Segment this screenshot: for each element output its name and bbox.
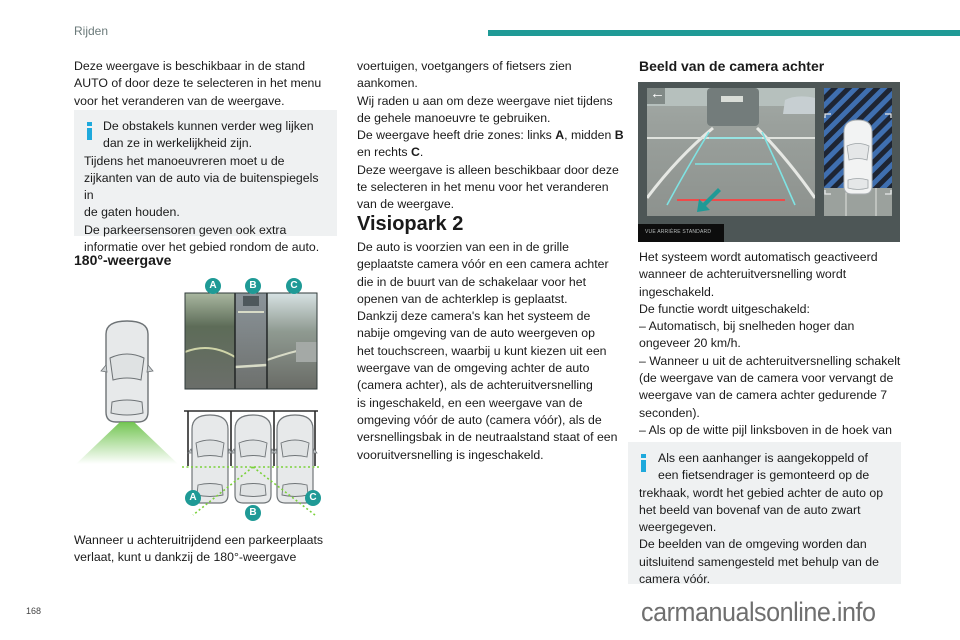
text-line: – Wanneer u uit de achteruitversnelling schakelt xyxy=(639,353,901,368)
text-line: weergave van de camera achter gedurende 7 xyxy=(639,388,888,403)
page-number: 168 xyxy=(26,606,42,616)
text-line: AUTO of door deze te selecteren in het menu xyxy=(74,76,322,91)
text-line: Dankzij deze camera's kan het systeem de xyxy=(357,309,591,324)
heading-180-view: 180°-weergave xyxy=(74,252,172,268)
text-line: openen van de achterklep is geplaatst. xyxy=(357,291,568,306)
info-icon xyxy=(641,454,646,472)
text-line: te selecteren in het menu voor het veranderen xyxy=(357,180,609,195)
rear-camera-paragraph xyxy=(639,249,907,457)
text-line: weergave van de omgeving achter de auto xyxy=(357,361,590,376)
zone-badge-a-bottom: A xyxy=(185,490,201,506)
text-line: dan ze in werkelijkheid zijn. xyxy=(103,136,253,151)
text-line: is ingeschakeld, en een weergave van de xyxy=(357,395,583,410)
text-line: en rechts C. xyxy=(357,145,424,160)
text-line: informatie over het gebied rondom de auto. xyxy=(84,240,320,255)
text-line: De auto is voorzien van een in de grille xyxy=(357,240,569,254)
zone-badge-b-top: B xyxy=(245,278,261,294)
text-line: trekhaak, wordt het gebied achter de auto op xyxy=(639,485,884,500)
view-mode-label[interactable]: VUE ARRIÈRE STANDARD xyxy=(638,224,724,242)
text-line: (de weergave van de camera voor vervangt de xyxy=(639,371,894,386)
rear-camera-view xyxy=(647,88,815,216)
back-arrow-button[interactable]: ← xyxy=(650,85,665,102)
text-line: wanneer de achteruitversnelling wordt xyxy=(639,267,847,282)
text-line: vooruitversnelling is ingeschakeld. xyxy=(357,447,544,462)
text-line: camera vóór. xyxy=(639,572,711,587)
text-line: De obstakels kunnen verder weg lijken xyxy=(103,119,314,133)
text-line: De beelden van de omgeving worden dan xyxy=(639,537,867,552)
text-line: geplaatste camera vóór en een camera achter xyxy=(357,257,609,272)
text-line: Als een aanhanger is aangekoppeld of xyxy=(658,451,868,465)
text-line: de gaten houden. xyxy=(84,205,180,220)
text-line: ongeveer 20 km/h. xyxy=(639,336,741,351)
text-line: (camera achter), als de achteruitversnelling xyxy=(357,378,593,393)
parking-row xyxy=(184,411,318,503)
text-line: de gehele manoeuvre te gebruiken. xyxy=(357,110,551,125)
text-line: omgeving vóór de auto (camera vóór), als de xyxy=(357,412,602,427)
text-line: die in de buurt van de schakelaar voor het xyxy=(357,274,587,289)
rear-camera-screen xyxy=(638,82,900,242)
watermark: carmanualsonline.info xyxy=(641,597,876,627)
top-down-view xyxy=(824,88,892,216)
text-line: Wanneer u achteruitrijdend een parkeerplaats xyxy=(74,533,324,547)
zone-badge-a-top: A xyxy=(205,278,221,294)
camera-split-image xyxy=(185,293,317,389)
text-line: De weergave heeft drie zones: links A, midden B xyxy=(357,128,624,143)
front-camera-beam xyxy=(76,422,178,464)
text-line: nabije omgeving van de auto weergeven op xyxy=(357,326,595,341)
text-line: Deze weergave is alleen beschikbaar door deze xyxy=(357,162,619,177)
zone-badge-c-top: C xyxy=(286,278,302,294)
text-line: aankomen. xyxy=(357,76,418,91)
info-icon xyxy=(87,122,92,140)
text-line: ingeschakeld. xyxy=(639,284,715,299)
text-line: Deze weergave is beschikbaar in de stand xyxy=(74,59,306,73)
text-line: Wij raden u aan om deze weergave niet tijdens xyxy=(357,93,613,108)
heading-rear-camera: Beeld van de camera achter xyxy=(639,58,825,74)
info-box-obstacles xyxy=(74,110,337,255)
intro-paragraph xyxy=(74,58,344,110)
text-line: van de weergave. xyxy=(357,197,455,212)
text-line: De functie wordt uitgeschakeld: xyxy=(639,301,810,316)
text-line: een fietsendrager is gemonteerd op de xyxy=(658,468,870,483)
text-line: – Automatisch, bij snelheden hoger dan xyxy=(639,319,855,334)
zone-badge-c-bottom: C xyxy=(305,490,321,506)
outro-paragraph xyxy=(74,532,344,567)
text-line: uitsluitend samengesteld met behulp van de xyxy=(639,554,879,569)
text-line: voor het veranderen van de weergave. xyxy=(74,93,285,108)
text-line: seconden). xyxy=(639,405,700,420)
text-line: zijkanten van de auto via de buitenspiegels in xyxy=(84,170,319,203)
heading-visiopark-2: Visiopark 2 xyxy=(357,213,464,235)
zones-paragraph xyxy=(357,58,625,214)
header-accent-bar xyxy=(488,30,960,36)
section-title: Rijden xyxy=(74,24,109,38)
text-line: Het systeem wordt automatisch geactiveerd xyxy=(639,250,878,264)
own-car-top-view xyxy=(101,321,153,422)
zone-badge-b-bottom: B xyxy=(245,505,261,521)
visiopark-paragraph xyxy=(357,239,627,464)
text-line: – Als op de witte pijl linksboven in de hoek van xyxy=(639,422,892,437)
text-line: het touchscreen, waarbij u kunt kiezen uit een xyxy=(357,343,607,358)
text-line: versnellingsbak in de neutraalstand staat of een xyxy=(357,430,618,445)
text-line: het beeld van bovenaf van de auto zwart xyxy=(639,502,861,517)
text-line: De parkeersensoren geven ook extra xyxy=(84,222,287,237)
figure-180-view xyxy=(70,272,350,524)
text-line: Tijdens het manoeuvreren moet u de xyxy=(84,153,285,168)
text-line: weergegeven. xyxy=(639,520,717,535)
info-box-trailer xyxy=(628,442,901,587)
text-line: verlaat, kunt u dankzij de 180°-weergave xyxy=(74,550,297,565)
text-line: voertuigen, voetgangers of fietsers zien xyxy=(357,59,572,73)
